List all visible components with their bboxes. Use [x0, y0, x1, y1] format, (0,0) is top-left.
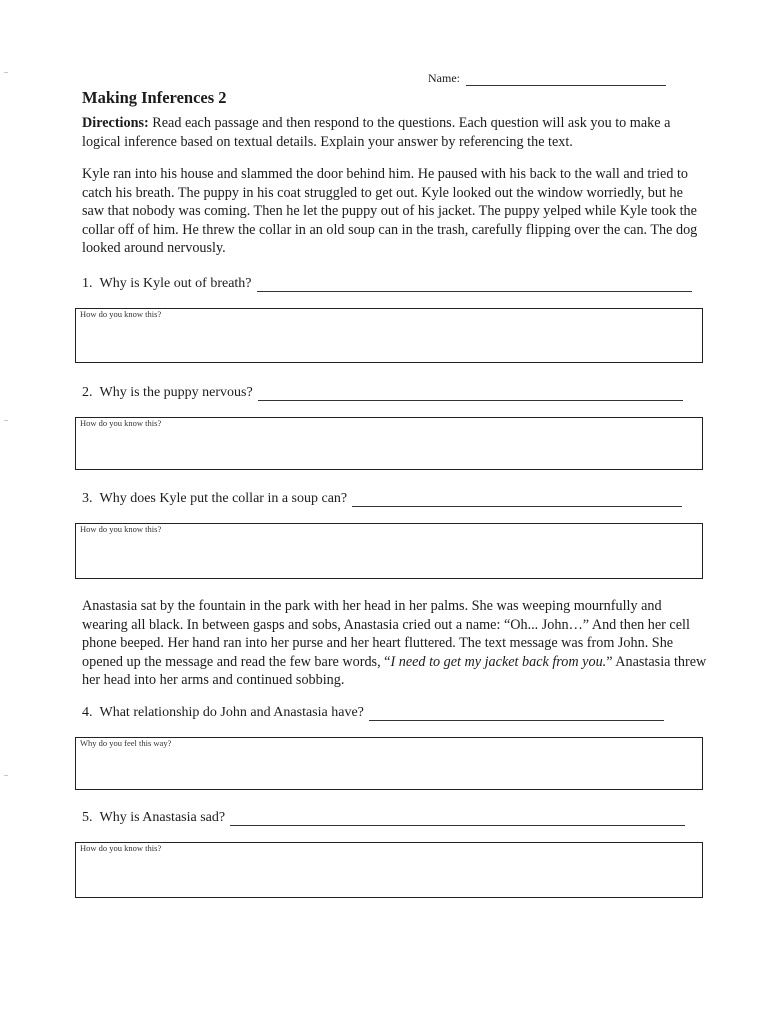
box-prompt: Why do you feel this way? — [80, 738, 172, 748]
answer-line-2[interactable] — [258, 388, 683, 401]
passage-2-text: Anastasia sat by the fountain in the park with her head in her palms. She was weeping mournfully and wearing all black. In between gasps and sobs, Anastasia cried out a name: “Oh... John…” And then her cell phone beeped. Her hand ran into her purse and her heart fluttered. The text message was from John. She opened up the message and read the few bare words, “ — [82, 598, 690, 670]
question-number: 2. — [82, 385, 93, 400]
question-number: 3. — [82, 491, 93, 506]
question-5 — [82, 810, 685, 826]
question-number: 5. — [82, 810, 93, 825]
passage-kyle: Kyle ran into his house and slammed the door behind him. He paused with his back to the wall and tried to catch his breath. The puppy in his coat struggled to get out. Kyle looked out the window worriedly, but he saw that nobody was coming. Then he let the puppy out of his jacket. The puppy yelped while Kyle took the collar off of him. He threw the collar in an old soup can in the trash, carefully flipping over the can. The dog looked around nervously. — [82, 166, 698, 256]
answer-box-3[interactable] — [75, 523, 703, 579]
scan-edge-mark — [4, 775, 8, 776]
directions — [82, 114, 707, 151]
question-1 — [82, 276, 692, 292]
answer-line-4[interactable] — [369, 708, 664, 721]
question-text: Why does Kyle put the collar in a soup can? — [99, 491, 348, 506]
directions-label: Directions: — [82, 115, 149, 131]
question-text: Why is the puppy nervous? — [99, 385, 253, 400]
worksheet-title: Making Inferences 2 — [82, 88, 227, 107]
name-label: Name: — [428, 71, 460, 85]
text-message-quote: I need to get my jacket back from you. — [390, 653, 607, 670]
answer-line-1[interactable] — [257, 279, 692, 292]
answer-line-5[interactable] — [230, 813, 685, 826]
question-2 — [82, 385, 683, 401]
box-prompt: How do you know this? — [80, 309, 162, 319]
box-prompt: How do you know this? — [80, 843, 162, 853]
question-text: Why is Anastasia sad? — [99, 810, 226, 825]
scan-edge-mark — [4, 420, 8, 421]
answer-box-2[interactable] — [75, 417, 703, 470]
question-4 — [82, 705, 664, 721]
answer-box-5[interactable] — [75, 842, 703, 898]
scan-edge-mark — [4, 72, 8, 73]
question-text: What relationship do John and Anastasia have? — [99, 705, 364, 720]
passage-2-text-end: ” Anastasia threw her head into her arms and continued sobbing. — [82, 653, 707, 688]
name-blank-line[interactable] — [466, 73, 666, 86]
directions-text: Read each passage and then respond to the questions. Each question will ask you to make a logical inference based on textual details. Explain your answer by referencing the text. — [82, 115, 671, 150]
question-3 — [82, 491, 682, 507]
question-number: 1. — [82, 276, 93, 291]
name-field[interactable] — [428, 71, 666, 86]
box-prompt: How do you know this? — [80, 524, 162, 534]
question-text: Why is Kyle out of breath? — [99, 276, 252, 291]
answer-box-4[interactable] — [75, 737, 703, 790]
answer-line-3[interactable] — [352, 494, 682, 507]
answer-box-1[interactable] — [75, 308, 703, 363]
passage-anastasia — [82, 597, 707, 690]
box-prompt: How do you know this? — [80, 418, 162, 428]
question-number: 4. — [82, 705, 93, 720]
